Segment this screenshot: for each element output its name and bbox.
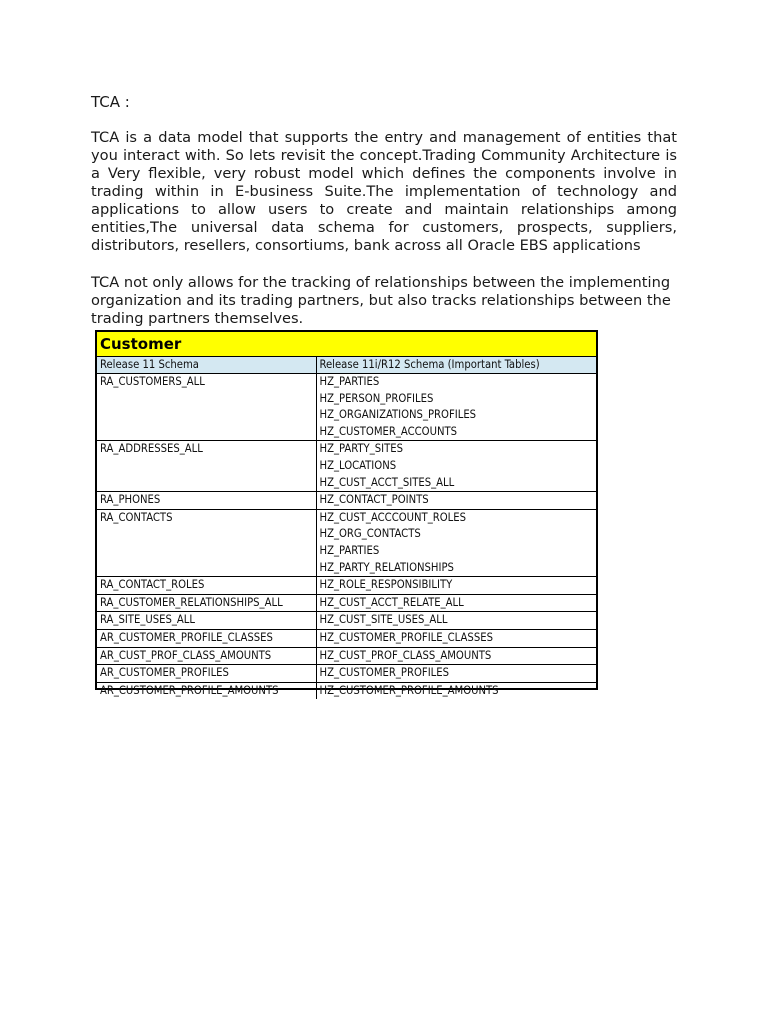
table-title: Customer [97,332,596,357]
release-11i-r12-table-name: HZ_PARTY_SITES [319,442,403,456]
table-row [97,647,596,665]
release-11-table-name: RA_CONTACTS [100,510,173,524]
release-11i-r12-table-name: HZ_PARTIES [319,543,380,557]
release-11-cell [97,577,316,595]
release-11i-r12-table-name: HZ_CUST_PROF_CLASS_AMOUNTS [319,648,492,662]
release-11-cell [97,374,316,441]
table-row [97,612,596,630]
release-11-table-name: RA_CONTACT_ROLES [100,578,205,592]
table-row [97,577,596,595]
release-11i-r12-cell [316,612,596,630]
table-row [97,374,596,441]
release-11-cell [97,629,316,647]
release-11i-r12-table-name: HZ_CONTACT_POINTS [319,493,429,507]
release-11-table-name: AR_CUSTOMER_PROFILES [100,666,229,680]
table-row [97,682,596,699]
paragraph-1: TCA is a data model that supports the entry and management of entities that you interact with. So lets revisit the concept.Trading Community Architecture is a Very flexible, very robust model which defines the components involve in trading within in E-business Suite.The implementation of technology and applications to allow users to create and maintain relationships among entities,The universal data schema for customers, prospects, suppliers, distributors, resellers, consortiums, bank across all Oracle EBS applications [91,129,677,254]
release-11i-r12-table-name: HZ_CUST_SITE_USES_ALL [319,613,448,627]
release-11i-r12-cell [316,647,596,665]
release-11-table-name: RA_ADDRESSES_ALL [100,442,203,456]
release-11-cell [97,492,316,510]
table-body [97,374,596,700]
release-11i-r12-table-name: HZ_PERSON_PROFILES [319,391,434,405]
release-11-cell [97,441,316,492]
release-11-table-name: RA_SITE_USES_ALL [100,613,195,627]
release-11i-r12-cell [316,682,596,699]
release-11-table-name: RA_CUSTOMERS_ALL [100,375,205,388]
heading: TCA : [91,93,130,111]
release-11i-r12-cell [316,492,596,510]
release-11i-r12-cell [316,509,596,576]
release-11i-r12-cell [316,665,596,683]
release-11i-r12-table-name: HZ_CUSTOMER_PROFILE_AMOUNTS [319,683,499,697]
table-header-row [97,357,596,374]
release-11-cell [97,509,316,576]
paragraph-2: TCA not only allows for the tracking of relationships between the implementing organization and its trading partners, but also tracks relationships between the trading partners themselves. [91,274,671,327]
table-row [97,665,596,683]
table-row [97,509,596,576]
table-row [97,629,596,647]
release-11i-r12-cell [316,594,596,612]
customer-schema-table [95,330,598,697]
release-11i-r12-table-name: HZ_CUST_ACCCOUNT_ROLES [319,510,467,524]
release-11i-r12-cell [316,577,596,595]
release-11i-r12-cell [316,441,596,492]
column-header-release-11i-r12: Release 11i/R12 Schema (Important Tables) [316,357,596,374]
release-11i-r12-table-name: HZ_CUST_ACCT_SITES_ALL [319,475,455,489]
release-11i-r12-cell [316,629,596,647]
schema-table [97,357,596,699]
release-11-cell [97,665,316,683]
release-11i-r12-table-name: HZ_CUST_ACCT_RELATE_ALL [319,595,464,609]
release-11-table-name: AR_CUST_PROF_CLASS_AMOUNTS [100,648,272,662]
release-11-cell [97,594,316,612]
release-11i-r12-cell [316,374,596,441]
release-11-cell [97,647,316,665]
release-11-cell [97,682,316,699]
release-11-cell [97,612,316,630]
release-11i-r12-table-name: HZ_CUSTOMER_ACCOUNTS [319,424,458,438]
release-11i-r12-table-name: HZ_PARTIES [319,375,380,388]
release-11i-r12-table-name: HZ_CUSTOMER_PROFILES [319,666,450,680]
release-11i-r12-table-name: HZ_LOCATIONS [319,458,397,472]
release-11i-r12-table-name: HZ_ROLE_RESPONSIBILITY [319,578,453,592]
release-11i-r12-table-name: HZ_ORGANIZATIONS_PROFILES [319,408,477,422]
release-11-table-name: RA_PHONES [100,493,161,507]
table-row [97,594,596,612]
table-row [97,492,596,510]
release-11-table-name: AR_CUSTOMER_PROFILE_CLASSES [100,630,273,644]
release-11i-r12-table-name: HZ_PARTY_RELATIONSHIPS [319,560,454,574]
release-11-table-name: AR_CUSTOMER_PROFILE_AMOUNTS [100,683,279,697]
column-header-release-11: Release 11 Schema [97,357,316,374]
release-11i-r12-table-name: HZ_CUSTOMER_PROFILE_CLASSES [319,630,493,644]
table-row [97,441,596,492]
release-11-table-name: RA_CUSTOMER_RELATIONSHIPS_ALL [100,595,283,609]
release-11i-r12-table-name: HZ_ORG_CONTACTS [319,527,421,541]
